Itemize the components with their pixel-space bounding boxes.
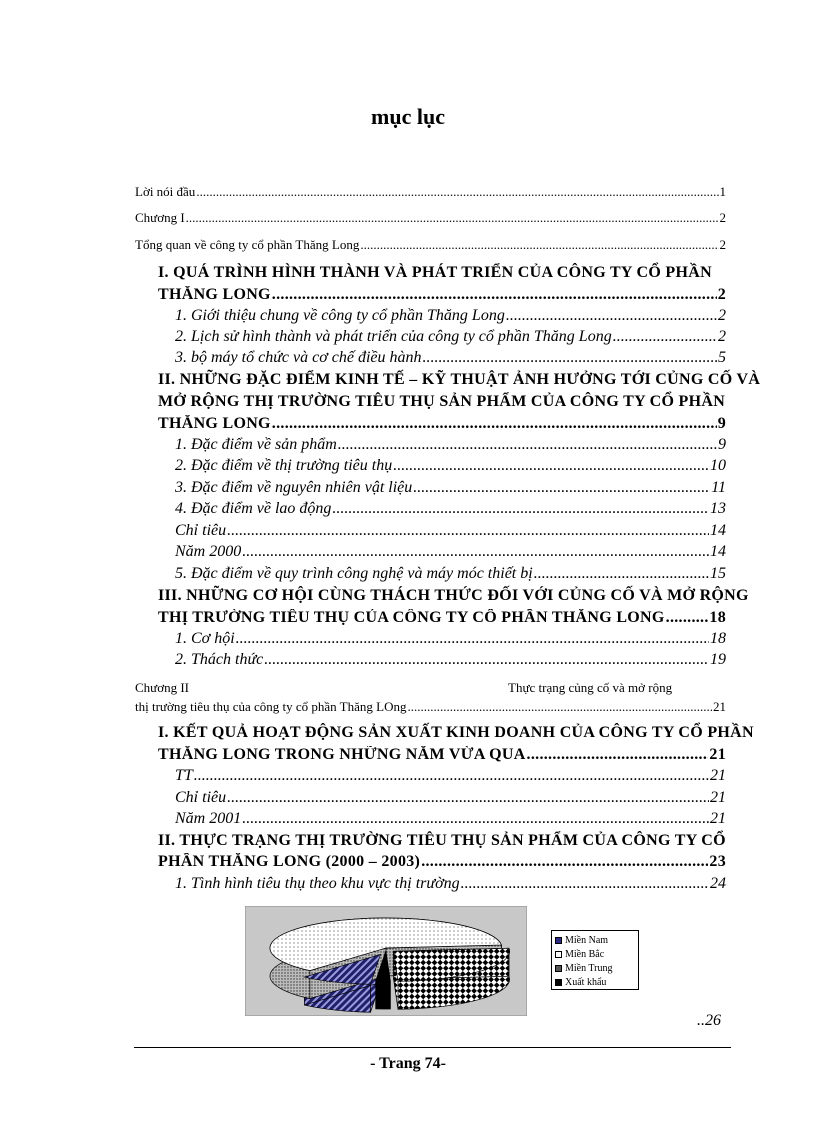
legend-item-mien-nam: Miền Nam [555, 933, 635, 947]
chart-legend [551, 930, 639, 990]
toc-entry-chuong-1[interactable]: Chương I ..... 2 [135, 210, 726, 226]
section-3-heading-line-1: III. NHỮNG CƠ HỘI CÙNG THÁCH THỨC ĐỐI VỚI CỦNG CỐ VÀ MỞ RỘNG [158, 587, 749, 604]
toc-entry-3-2[interactable]: 2. Thách thức ..... 19 [175, 651, 726, 669]
page-title: mục lục [371, 104, 445, 129]
section-2-heading-line-1: II. NHỮNG ĐẶC ĐIỂM KINH TẾ – KỸ THUẬT ẢNH HƯỞNG TỚI CỦNG CỐ VÀ [158, 371, 761, 388]
section-2-heading-line-2: MỞ RỘNG THỊ TRƯỜNG TIÊU THỤ SẢN PHẨM CỦA CÔNG TY CỔ PHẦN [158, 393, 726, 410]
toc-entry-c2-chi-tieu[interactable]: Chỉ tiêu ..... 21 [175, 789, 726, 807]
section-2-heading[interactable]: THĂNG LONG ..... 9 [158, 415, 726, 433]
chapter-2-label: Chương II [135, 680, 189, 695]
section-1-heading[interactable]: THĂNG LONG ..... 2 [158, 286, 726, 304]
section-1-heading-line-1: I. QUÁ TRÌNH HÌNH THÀNH VÀ PHÁT TRIỂN CỦA CÔNG TY CỔ PHẦN [158, 264, 712, 281]
chapter-2-title-part-1: Thực trạng củng cố và mở rộng [508, 680, 673, 695]
toc-entry-c2-tt[interactable]: TT ..... 21 [175, 767, 726, 785]
page-number: - Trang 74- [370, 1055, 446, 1072]
toc-entry-c2-2-1[interactable]: 1. Tình hình tiêu thụ theo khu vực thị trường ..... 24 [175, 875, 726, 893]
toc-entry-2-nam-2000[interactable]: Năm 2000 ..... 14 [175, 543, 726, 561]
section-c2-2-heading-line-1: II. THỰC TRẠNG THỊ TRƯỜNG TIÊU THỤ SẢN PHẨM CỦA CÔNG TY CỔ [158, 832, 726, 849]
toc-entry-1-2[interactable]: 2. Lịch sử hình thành và phát triển của công ty cổ phần Thăng Long ..... 2 [175, 328, 726, 346]
toc-entry-3-1[interactable]: 1. Cơ hội ..... 18 [175, 630, 726, 648]
toc-entry-chuong-2[interactable]: thị trường tiêu thụ của công ty cổ phần Thăng LOng ..... 21 [135, 699, 726, 715]
toc-entry-1-1[interactable]: 1. Giới thiệu chung về công ty cổ phần Thăng Long ..... 2 [175, 307, 726, 325]
legend-item-mien-bac: Miền Bắc [555, 947, 635, 961]
toc-entry-2-4[interactable]: 4. Đặc điểm về lao động ..... 13 [175, 500, 726, 518]
toc-entry-2-1[interactable]: 1. Đặc điểm về sản phẩm ..... 9 [175, 436, 726, 454]
footer-divider [134, 1047, 731, 1048]
section-c2-1-heading-line-1: I. KẾT QUẢ HOẠT ĐỘNG SẢN XUẤT KINH DOANH CỦA CÔNG TY CỔ PHẦN [158, 724, 754, 741]
toc-entry-c2-nam-2001[interactable]: Năm 2001 ..... 21 [175, 810, 726, 828]
section-c2-1-heading[interactable]: THĂNG LONG TRONG NHỮNG NĂM VỪA QUA ..... 21 [158, 746, 726, 764]
toc-entry-2-chi-tieu[interactable]: Chỉ tiêu ..... 14 [175, 522, 726, 540]
legend-item-xuat-khau: Xuất khẩu [555, 975, 635, 989]
toc-entry-1-3[interactable]: 3. bộ máy tổ chức và cơ chế điều hành ..... 5 [175, 349, 726, 367]
toc-entry-c2-2-1-continued-page[interactable]: ..26 [697, 1012, 721, 1029]
toc-entry-tong-quan[interactable]: Tổng quan về công ty cổ phần Thăng Long ..... 2 [135, 237, 726, 253]
section-c2-2-heading[interactable]: PHẦN THĂNG LONG (2000 – 2003) ..... 23 [158, 853, 726, 871]
toc-entry-loi-noi-dau[interactable]: Lời nói đầu ..... 1 [135, 184, 726, 200]
section-3-heading[interactable]: THỊ TRƯỜNG TIÊU THỤ CỦA CÔNG TY CỔ PHẦN THĂNG LONG ..... 18 [158, 609, 726, 627]
market-pie-chart [245, 906, 527, 1016]
toc-entry-2-3[interactable]: 3. Đặc điểm về nguyên nhiên vật liệu ..... 11 [175, 479, 726, 497]
legend-item-mien-trung: Miền Trung [555, 961, 635, 975]
toc-entry-2-2[interactable]: 2. Đặc điểm về thị trường tiêu thụ ..... 10 [175, 457, 726, 475]
toc-entry-2-5[interactable]: 5. Đặc điểm về quy trình công nghệ và máy móc thiết bị ..... 15 [175, 565, 726, 583]
